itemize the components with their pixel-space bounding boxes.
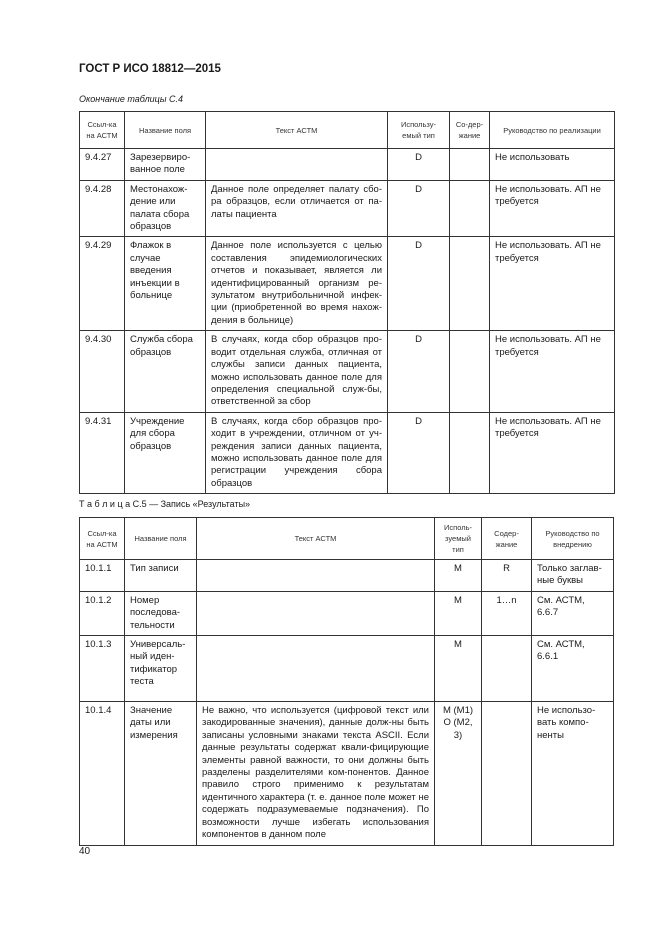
content-cell: 1…n: [482, 591, 532, 635]
type-cell: D: [388, 180, 450, 237]
type-cell: D: [388, 237, 450, 331]
name-cell: Значение даты или измерения: [125, 702, 197, 845]
text-cell: Данное поле определяет палату сбо-ра образцов, если отличается от па-латы пациента: [206, 180, 388, 237]
column-header: Ссыл-ка на АСТМ: [80, 112, 125, 149]
column-header: Содер-жание: [482, 518, 532, 560]
column-header: Название поля: [125, 518, 197, 560]
ref-cell: 9.4.29: [80, 237, 125, 331]
type-cell: D: [388, 331, 450, 412]
column-header: Руководство по реализации: [490, 112, 615, 149]
guide-cell: Не использо-вать компо-ненты: [532, 702, 614, 845]
name-cell: Учреждение для сбора образцов: [125, 412, 206, 493]
name-cell: Универсаль-ный иден-тификатор теста: [125, 636, 197, 702]
guide-cell: Не использовать. АП не требуется: [490, 237, 615, 331]
table-row: [80, 560, 614, 592]
guide-cell: Не использовать. АП не требуется: [490, 180, 615, 237]
guide-cell: Не использовать. АП не требуется: [490, 412, 615, 493]
name-cell: Номер последова-тельности: [125, 591, 197, 635]
document-header: ГОСТ Р ИСО 18812—2015: [79, 63, 221, 75]
ref-cell: 10.1.3: [80, 636, 125, 702]
column-header: Использу-емый тип: [388, 112, 450, 149]
table-c4-caption: Окончание таблицы С.4: [79, 94, 183, 104]
name-cell: Тип записи: [125, 560, 197, 592]
table-row: [80, 331, 615, 412]
column-header: Исполь-зуемый тип: [435, 518, 482, 560]
guide-cell: Не использовать: [490, 149, 615, 181]
guide-cell: Только заглав-ные буквы: [532, 560, 614, 592]
ref-cell: 9.4.30: [80, 331, 125, 412]
content-cell: [482, 636, 532, 702]
guide-cell: Не использовать. АП не требуется: [490, 331, 615, 412]
type-cell: D: [388, 149, 450, 181]
type-cell: D: [388, 412, 450, 493]
ref-cell: 9.4.27: [80, 149, 125, 181]
type-cell: M: [435, 591, 482, 635]
name-cell: Служба сбора образцов: [125, 331, 206, 412]
table-c5: [79, 517, 614, 846]
text-cell: [197, 560, 435, 592]
name-cell: Зарезервиро-ванное поле: [125, 149, 206, 181]
type-cell: M (M1) O (M2, 3): [435, 702, 482, 845]
table-row: [80, 412, 615, 493]
table-header-row: [80, 518, 614, 560]
ref-cell: 9.4.28: [80, 180, 125, 237]
column-header: Ссыл-ка на АСТМ: [80, 518, 125, 560]
column-header: Текст АСТМ: [206, 112, 388, 149]
column-header: Текст АСТМ: [197, 518, 435, 560]
text-cell: [197, 636, 435, 702]
text-cell: Не важно, что используется (цифровой текст или закодированные значения), данные долж-ны быть записаны условными знаками текста ASCII. Если данные результаты содержат квали-фицирующие элементы равной важности, то они должны быть разделены разделителями ком-понентов. Данное правило строго применимо к результатам идентичного характера (т. е. данное поле может не содержать подразумеваемые подзначения). По возможности лучше избегать использования компонентов в данном поле: [197, 702, 435, 845]
text-cell: [206, 149, 388, 181]
content-cell: R: [482, 560, 532, 592]
content-cell: [450, 331, 490, 412]
text-cell: В случаях, когда сбор образцов про-ходит в учреждении, отличном от уч-реждения записи данных пациента, можно использовать данное поле для регистрации учреждения сбора образцов: [206, 412, 388, 493]
type-cell: M: [435, 560, 482, 592]
name-cell: Местонахож-дение или палата сбора образцов: [125, 180, 206, 237]
table-row: [80, 149, 615, 181]
text-cell: [197, 591, 435, 635]
column-header: Название поля: [125, 112, 206, 149]
column-header: Со-дер-жание: [450, 112, 490, 149]
content-cell: [482, 702, 532, 845]
ref-cell: 10.1.2: [80, 591, 125, 635]
content-cell: [450, 180, 490, 237]
text-cell: Данное поле используется с целью составления эпидемиологических отчетов и показывает, является ли идентифицированный организм ре-зультатом внутрибольничной инфек-ции (приобретенной во время нахож-дения в больнице): [206, 237, 388, 331]
table-row: [80, 237, 615, 331]
guide-cell: См. АСТМ, 6.6.1: [532, 636, 614, 702]
ref-cell: 10.1.4: [80, 702, 125, 845]
table-c4: [79, 111, 615, 494]
column-header: Руководство по внедрению: [532, 518, 614, 560]
table-row: [80, 180, 615, 237]
ref-cell: 9.4.31: [80, 412, 125, 493]
table-header-row: [80, 112, 615, 149]
table-c5-caption: Т а б л и ц а С.5 — Запись «Результаты»: [79, 499, 251, 509]
table-row: [80, 702, 614, 845]
name-cell: Флажок в случае введения инъекции в больнице: [125, 237, 206, 331]
table-row: [80, 636, 614, 702]
content-cell: [450, 237, 490, 331]
type-cell: M: [435, 636, 482, 702]
page-number: 40: [79, 846, 91, 857]
text-cell: В случаях, когда сбор образцов про-водит отдельная служба, отличная от службы записи данных пациента, можно использовать данное поле для определения специальной служ-бы, ответственной за сбор: [206, 331, 388, 412]
content-cell: [450, 149, 490, 181]
guide-cell: См. АСТМ, 6.6.7: [532, 591, 614, 635]
content-cell: [450, 412, 490, 493]
ref-cell: 10.1.1: [80, 560, 125, 592]
table-row: [80, 591, 614, 635]
